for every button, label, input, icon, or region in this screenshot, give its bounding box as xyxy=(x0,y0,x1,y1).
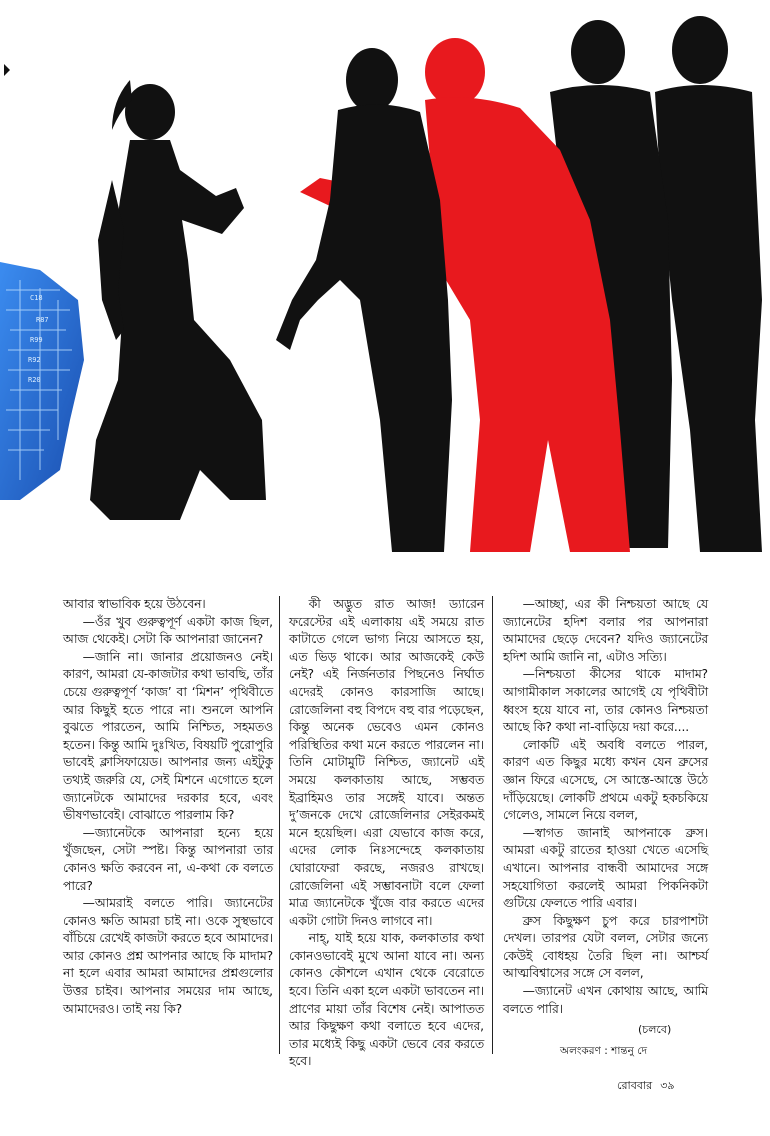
paragraph: —নিশ্চয়তা কীসের থাকে মাদাম? আগামীকাল সকালের আগেই যে পৃথিবীটা ধ্বংস হয়ে যাবে না, তার কোনও নিশ্চয়তা আছে কি? কথা না-বাড়িয়ে দয়া করে.... xyxy=(503,667,708,735)
paragraph: —ওঁর খুব গুরুত্বপূর্ণ একটা কাজ ছিল, আজ থেকেই। সেটা কি আপনারা জানেন? xyxy=(63,614,273,647)
paragraph: নাহ্, যাই হয়ে যাক, কলকাতার কথা কোনওভাবেই মুখে আনা যাবে না। অন্য কোনও কৌশলে এখান থেকে বেরোতে হবে। তিনি একা হলে একটা ভাবতেন না। প্রাণের মায়া তাঁর বিশেষ নেই। আপাতত আর কিছুক্ষণ কথা বলাতে হবে এদের, তার মধ্যেই কিছু একটা ভেবে বের করতে হবে। xyxy=(289,931,484,1069)
silhouette-man-far-right xyxy=(655,16,762,552)
to-be-continued-note: (চলবে) xyxy=(638,1023,672,1036)
paragraph: —জ্যানেটকে আপনারা হন্যে হয়ে খুঁজছেন, সেটা স্পষ্ট। কিন্তু আপনারা তার কোনও ক্ষতি করবেন না, এ-কথা কে বলতে পারে? xyxy=(63,825,273,893)
svg-text:C18: C18 xyxy=(30,294,43,302)
story-illustration xyxy=(0,0,770,560)
illustration-credit: অলংকরণ : শান্তনু দে xyxy=(560,1045,647,1057)
corner-mark xyxy=(4,64,10,76)
silhouette-man-middle xyxy=(276,48,452,552)
svg-text:R99: R99 xyxy=(30,336,43,344)
paragraph: —জ্যানেট এখন কোথায় আছে, আমি বলতে পারি। xyxy=(503,984,708,1016)
svg-text:R20: R20 xyxy=(28,376,41,384)
svg-text:R92: R92 xyxy=(28,356,41,364)
paragraph: —আচ্ছা, এর কী নিশ্চয়তা আছে যে জ্যানেটের হদিশ বলার পর আপনারা আমাদের ছেড়ে দেবেন? যদিও জ্যানেটের হদিশ আমি জানি না, এটাও সত্যি। xyxy=(503,597,708,664)
paragraph: ব্রুস কিছুক্ষণ চুপ করে চারপাশটা দেখল। তারপর যেটা বলল, সেটার জন্যে কেউই বোধহয় তৈরি ছিল না। আশ্চর্য আত্মবিশ্বাসের সঙ্গে সে বলল, xyxy=(503,913,708,981)
paragraph: লোকটি এই অবধি বলতে পারল, কারণ এত কিছুর মধ্যে কখন যেন ব্রুসের জ্ঞান ফিরে এসেছে, সে আস্তে-আস্তে উঠে দাঁড়িয়েছে। লোকটি প্রথমে একটু হকচকিয়ে গেলেও, সামলে নিয়ে বলল, xyxy=(503,737,708,823)
text-column-3 xyxy=(503,596,708,1018)
text-column-1 xyxy=(63,596,273,1018)
silhouette-woman xyxy=(90,80,266,520)
page-footer xyxy=(617,1077,683,1096)
paragraph: —স্বাগত জানাই আপনাকে ব্রুস। আমরা একটু রাতের হাওয়া খেতে এসেছি এখানে। আপনার বান্ধবী আমাদের সঙ্গে সহযোগিতা করলেই আমরা পিকনিকটা গুটিয়ে ফেলতে পারি এবার। xyxy=(503,825,708,911)
circuit-board-fragment xyxy=(0,262,84,500)
column-rule-2 xyxy=(492,596,493,1054)
paragraph: —জানি না। জানার প্রয়োজনও নেই। কারণ, আমরা যে-কাজটার কথা ভাবছি, তাঁর চেয়ে গুরুত্বপূর্ণ ‘কাজ’ বা ‘মিশন’ পৃথিবীতে আর কিছুই হতে পারে না। শুনলে আপনি বুঝতে পারতেন, আমি নিশ্চিত, সহমতও হতেন। কিন্তু আমি দুঃখিত, বিষয়টি পুরোপুরি ভাবেই ক্লাসিফায়েড। আপনার জন্য এইটুকু তথ্যই জরুরি যে, সেই মিশনে এগোতে হলে জ্যানেটকে আমাদের দরকার হবে, এবং ভীষণভাবেই। বোঝাতে পারলাম কি? xyxy=(63,649,273,823)
page-number: ৩৯ xyxy=(660,1079,675,1092)
column-rule-1 xyxy=(279,596,280,1054)
paragraph: —আমরাই বলতে পারি। জ্যানেটের কোনও ক্ষতি আমরা চাই না। ওকে সুস্থভাবে বাঁচিয়ে রেখেই কাজটা করতে হবে আমাদের। আর কোনও প্রশ্ন আপনার আছে কি মাদাম? না হলে এবার আমরা আমাদের প্রশ্নগুলোর উত্তর চাইব। আপনার সময়ের দাম আছে, আমাদেরও। তাই নয় কি? xyxy=(63,896,273,1016)
svg-text:R87: R87 xyxy=(36,316,49,324)
magazine-name: রোববার xyxy=(617,1079,653,1092)
text-column-2 xyxy=(289,596,484,1071)
paragraph: কী অদ্ভুত রাত আজ! ড্যারেন ফরেস্টের এই এলাকায় এই সময়ে রাত কাটাতে গেলে ভাগ্য নিয়ে আসতে হয়, এত ভিড় থাকে। আর আজকেই কেউ নেই? এই নির্জনতার পিছনেও নির্ঘাত এদেরই কোনও কারসাজি আছে। রোজেলিনা বহু বিপদে বহু বার পড়েছেন, কিন্তু অনেক ভেবেও এমন কোনও পরিস্থিতির কথা মনে করতে পারলেন না। তিনি মোটামুটি নিশ্চিত, জ্যানেট এই সময়ে কলকাতায় আছে, সম্ভবত ইব্রাহিমও তার সঙ্গেই যাবে। অন্তত দু’জনকে দেখে রোজেলিনার সেইরকমই মনে হয়েছিল। এরা যেভাবে কাজ করে, এদের লোক নিঃসন্দেহে কলকাতায় ঘোরাফেরা করছে, নজরও রাখছে। রোজেলিনা এই সম্ভাবনাটা বলে ফেলা মাত্র জ্যানেটকে খুঁজে বার করতে এদের একটা গোটা দিনও লাগবে না। xyxy=(289,597,484,928)
paragraph: আবার স্বাভাবিক হয়ে উঠবেন। xyxy=(63,597,206,611)
